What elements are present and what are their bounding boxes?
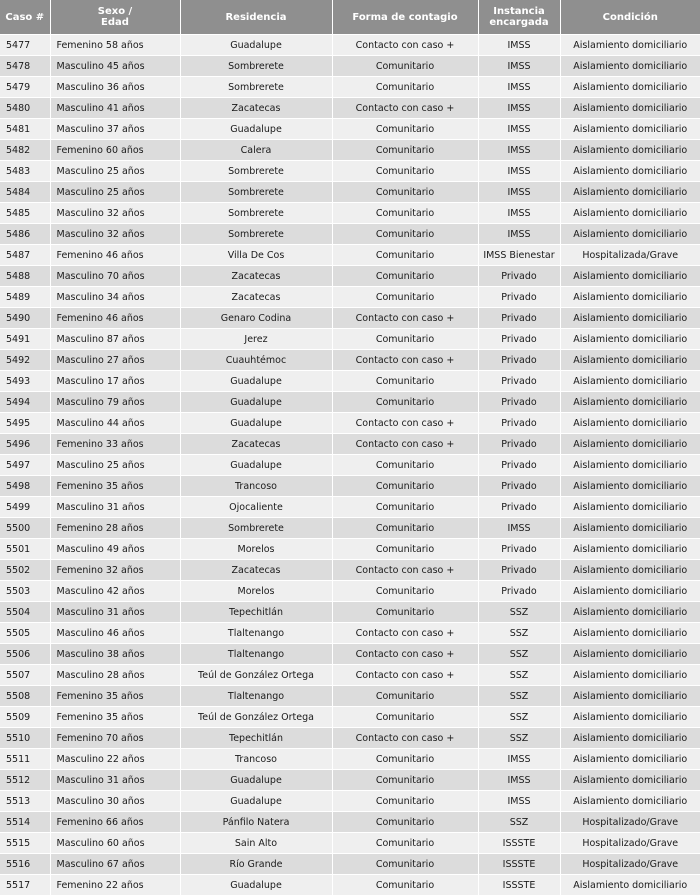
cell-forma-contagio: Comunitario [332, 497, 478, 518]
table-row [0, 833, 700, 854]
cell-condicion: Aislamiento domiciliario [560, 623, 700, 644]
cell-instancia: Privado [478, 371, 560, 392]
cell-residencia: Tlaltenango [180, 686, 332, 707]
cell-residencia: Zacatecas [180, 560, 332, 581]
table-row [0, 875, 700, 896]
cell-residencia: Morelos [180, 581, 332, 602]
cell-instancia: SSZ [478, 707, 560, 728]
cell-instancia: Privado [478, 497, 560, 518]
cell-sexo-edad: Masculino 17 años [50, 371, 180, 392]
cell-caso: 5502 [0, 560, 50, 581]
header-instancia [478, 0, 560, 35]
cell-sexo-edad: Femenino 35 años [50, 686, 180, 707]
table-row [0, 119, 700, 140]
cell-caso: 5481 [0, 119, 50, 140]
cell-forma-contagio: Comunitario [332, 833, 478, 854]
cell-instancia: IMSS [478, 518, 560, 539]
cell-sexo-edad: Masculino 37 años [50, 119, 180, 140]
cell-sexo-edad: Masculino 44 años [50, 413, 180, 434]
cell-instancia: IMSS [478, 203, 560, 224]
cell-forma-contagio: Comunitario [332, 707, 478, 728]
cell-sexo-edad: Masculino 79 años [50, 392, 180, 413]
cell-condicion: Aislamiento domiciliario [560, 77, 700, 98]
cell-caso: 5483 [0, 161, 50, 182]
cell-instancia: Privado [478, 266, 560, 287]
cell-sexo-edad: Masculino 36 años [50, 77, 180, 98]
cell-forma-contagio: Contacto con caso + [332, 434, 478, 455]
cell-condicion: Hospitalizada/Grave [560, 245, 700, 266]
cell-condicion: Aislamiento domiciliario [560, 266, 700, 287]
cell-sexo-edad: Masculino 25 años [50, 455, 180, 476]
cell-residencia: Teúl de González Ortega [180, 665, 332, 686]
cell-caso: 5487 [0, 245, 50, 266]
cell-residencia: Guadalupe [180, 413, 332, 434]
cell-forma-contagio: Comunitario [332, 266, 478, 287]
table-row [0, 686, 700, 707]
cell-residencia: Teúl de González Ortega [180, 707, 332, 728]
cell-condicion: Hospitalizado/Grave [560, 833, 700, 854]
table-row [0, 644, 700, 665]
cell-sexo-edad: Femenino 70 años [50, 728, 180, 749]
table-row [0, 56, 700, 77]
header-residencia: Residencia [180, 0, 332, 35]
table-body [0, 35, 700, 896]
table-row [0, 140, 700, 161]
cell-sexo-edad: Femenino 66 años [50, 812, 180, 833]
table-row [0, 770, 700, 791]
cell-caso: 5517 [0, 875, 50, 896]
cell-residencia: Río Grande [180, 854, 332, 875]
cell-instancia: IMSS Bienestar [478, 245, 560, 266]
cell-residencia: Jerez [180, 329, 332, 350]
cell-caso: 5488 [0, 266, 50, 287]
cell-forma-contagio: Comunitario [332, 161, 478, 182]
cell-condicion: Aislamiento domiciliario [560, 35, 700, 56]
cell-caso: 5516 [0, 854, 50, 875]
table-row [0, 749, 700, 770]
cell-sexo-edad: Femenino 35 años [50, 707, 180, 728]
cell-sexo-edad: Masculino 41 años [50, 98, 180, 119]
cell-sexo-edad: Masculino 32 años [50, 224, 180, 245]
cell-residencia: Trancoso [180, 749, 332, 770]
cell-instancia: SSZ [478, 644, 560, 665]
header-forma-contagio: Forma de contagio [332, 0, 478, 35]
table-row [0, 854, 700, 875]
cell-condicion: Aislamiento domiciliario [560, 602, 700, 623]
cell-condicion: Aislamiento domiciliario [560, 875, 700, 896]
cell-caso: 5497 [0, 455, 50, 476]
cell-forma-contagio: Comunitario [332, 791, 478, 812]
cell-instancia: IMSS [478, 140, 560, 161]
cell-condicion: Aislamiento domiciliario [560, 518, 700, 539]
cell-forma-contagio: Comunitario [332, 476, 478, 497]
cell-condicion: Hospitalizado/Grave [560, 854, 700, 875]
cell-residencia: Guadalupe [180, 875, 332, 896]
cell-sexo-edad: Masculino 70 años [50, 266, 180, 287]
cell-condicion: Aislamiento domiciliario [560, 770, 700, 791]
cell-condicion: Aislamiento domiciliario [560, 350, 700, 371]
cell-condicion: Aislamiento domiciliario [560, 56, 700, 77]
cell-condicion: Aislamiento domiciliario [560, 707, 700, 728]
cell-sexo-edad: Femenino 35 años [50, 476, 180, 497]
cell-residencia: Cuauhtémoc [180, 350, 332, 371]
cell-caso: 5507 [0, 665, 50, 686]
cell-instancia: IMSS [478, 56, 560, 77]
cell-caso: 5496 [0, 434, 50, 455]
cell-residencia: Genaro Codina [180, 308, 332, 329]
cell-condicion: Aislamiento domiciliario [560, 665, 700, 686]
cell-condicion: Aislamiento domiciliario [560, 329, 700, 350]
cell-sexo-edad: Femenino 60 años [50, 140, 180, 161]
table-row [0, 434, 700, 455]
cell-sexo-edad: Masculino 28 años [50, 665, 180, 686]
cell-instancia: IMSS [478, 791, 560, 812]
cell-forma-contagio: Comunitario [332, 329, 478, 350]
cell-residencia: Guadalupe [180, 371, 332, 392]
cell-forma-contagio: Comunitario [332, 539, 478, 560]
cell-sexo-edad: Masculino 32 años [50, 203, 180, 224]
table-row [0, 602, 700, 623]
cell-residencia: Guadalupe [180, 791, 332, 812]
cell-forma-contagio: Comunitario [332, 371, 478, 392]
cell-instancia: Privado [478, 581, 560, 602]
cell-instancia: SSZ [478, 665, 560, 686]
cell-caso: 5482 [0, 140, 50, 161]
cell-caso: 5510 [0, 728, 50, 749]
cell-forma-contagio: Comunitario [332, 119, 478, 140]
table-row [0, 413, 700, 434]
cell-sexo-edad: Femenino 22 años [50, 875, 180, 896]
cell-condicion: Aislamiento domiciliario [560, 497, 700, 518]
cell-residencia: Zacatecas [180, 266, 332, 287]
cell-sexo-edad: Masculino 34 años [50, 287, 180, 308]
table-row [0, 266, 700, 287]
cell-instancia: Privado [478, 560, 560, 581]
cell-sexo-edad: Masculino 60 años [50, 833, 180, 854]
cell-caso: 5512 [0, 770, 50, 791]
cell-residencia: Sombrerete [180, 518, 332, 539]
cell-forma-contagio: Contacto con caso + [332, 665, 478, 686]
cell-instancia: Privado [478, 392, 560, 413]
cell-forma-contagio: Comunitario [332, 686, 478, 707]
cell-residencia: Guadalupe [180, 392, 332, 413]
header-instancia-label: Instancia encargada [489, 6, 549, 28]
cell-condicion: Aislamiento domiciliario [560, 728, 700, 749]
cell-instancia: IMSS [478, 749, 560, 770]
table-row [0, 791, 700, 812]
cell-caso: 5490 [0, 308, 50, 329]
cell-sexo-edad: Masculino 31 años [50, 602, 180, 623]
cell-sexo-edad: Femenino 46 años [50, 245, 180, 266]
cell-residencia: Ojocaliente [180, 497, 332, 518]
cell-caso: 5477 [0, 35, 50, 56]
cell-condicion: Aislamiento domiciliario [560, 392, 700, 413]
cell-instancia: Privado [478, 539, 560, 560]
cell-condicion: Aislamiento domiciliario [560, 686, 700, 707]
cell-forma-contagio: Comunitario [332, 602, 478, 623]
cell-condicion: Aislamiento domiciliario [560, 308, 700, 329]
cell-caso: 5506 [0, 644, 50, 665]
cell-condicion: Aislamiento domiciliario [560, 644, 700, 665]
table-row [0, 581, 700, 602]
cell-instancia: SSZ [478, 623, 560, 644]
cell-sexo-edad: Masculino 87 años [50, 329, 180, 350]
cell-caso: 5499 [0, 497, 50, 518]
table-row [0, 371, 700, 392]
cell-instancia: IMSS [478, 161, 560, 182]
cell-sexo-edad: Masculino 31 años [50, 770, 180, 791]
cell-forma-contagio: Comunitario [332, 518, 478, 539]
cell-instancia: Privado [478, 350, 560, 371]
cell-caso: 5492 [0, 350, 50, 371]
cell-condicion: Aislamiento domiciliario [560, 455, 700, 476]
cell-condicion: Aislamiento domiciliario [560, 539, 700, 560]
cell-forma-contagio: Contacto con caso + [332, 98, 478, 119]
table-row [0, 182, 700, 203]
cell-instancia: ISSSTE [478, 854, 560, 875]
cell-residencia: Zacatecas [180, 434, 332, 455]
header-sexo-edad [50, 0, 180, 35]
cell-caso: 5508 [0, 686, 50, 707]
header-condicion: Condición [560, 0, 700, 35]
cell-forma-contagio: Contacto con caso + [332, 623, 478, 644]
cell-forma-contagio: Comunitario [332, 203, 478, 224]
cell-instancia: Privado [478, 308, 560, 329]
cell-instancia: Privado [478, 434, 560, 455]
table-row [0, 35, 700, 56]
cell-sexo-edad: Masculino 31 años [50, 497, 180, 518]
table-row [0, 476, 700, 497]
table-row [0, 350, 700, 371]
cell-residencia: Sombrerete [180, 56, 332, 77]
cell-instancia: SSZ [478, 686, 560, 707]
cell-instancia: IMSS [478, 77, 560, 98]
cell-forma-contagio: Comunitario [332, 854, 478, 875]
cell-forma-contagio: Contacto con caso + [332, 644, 478, 665]
table-row [0, 308, 700, 329]
cell-instancia: Privado [478, 287, 560, 308]
table-row [0, 623, 700, 644]
cell-sexo-edad: Femenino 28 años [50, 518, 180, 539]
cell-caso: 5501 [0, 539, 50, 560]
cell-forma-contagio: Comunitario [332, 140, 478, 161]
table-row [0, 812, 700, 833]
cell-sexo-edad: Masculino 38 años [50, 644, 180, 665]
cell-instancia: SSZ [478, 602, 560, 623]
cell-caso: 5515 [0, 833, 50, 854]
cell-sexo-edad: Femenino 32 años [50, 560, 180, 581]
cell-condicion: Hospitalizado/Grave [560, 812, 700, 833]
header-caso: Caso # [0, 0, 50, 35]
cell-sexo-edad: Masculino 22 años [50, 749, 180, 770]
cell-condicion: Aislamiento domiciliario [560, 119, 700, 140]
cell-forma-contagio: Comunitario [332, 392, 478, 413]
cell-caso: 5500 [0, 518, 50, 539]
cell-instancia: IMSS [478, 98, 560, 119]
cell-sexo-edad: Femenino 46 años [50, 308, 180, 329]
cell-condicion: Aislamiento domiciliario [560, 371, 700, 392]
header-row [0, 0, 700, 35]
cell-condicion: Aislamiento domiciliario [560, 182, 700, 203]
cell-caso: 5509 [0, 707, 50, 728]
cell-caso: 5505 [0, 623, 50, 644]
cell-residencia: Guadalupe [180, 35, 332, 56]
cell-caso: 5484 [0, 182, 50, 203]
cell-residencia: Sombrerete [180, 161, 332, 182]
cell-instancia: SSZ [478, 728, 560, 749]
cell-residencia: Guadalupe [180, 119, 332, 140]
table-row [0, 497, 700, 518]
cell-forma-contagio: Comunitario [332, 875, 478, 896]
cell-residencia: Guadalupe [180, 770, 332, 791]
cell-condicion: Aislamiento domiciliario [560, 434, 700, 455]
cell-caso: 5513 [0, 791, 50, 812]
cell-condicion: Aislamiento domiciliario [560, 98, 700, 119]
cell-forma-contagio: Comunitario [332, 245, 478, 266]
cell-forma-contagio: Contacto con caso + [332, 350, 478, 371]
cell-caso: 5504 [0, 602, 50, 623]
table-row [0, 665, 700, 686]
cell-sexo-edad: Femenino 33 años [50, 434, 180, 455]
cell-sexo-edad: Masculino 45 años [50, 56, 180, 77]
cell-condicion: Aislamiento domiciliario [560, 161, 700, 182]
cell-caso: 5486 [0, 224, 50, 245]
cell-forma-contagio: Comunitario [332, 581, 478, 602]
cell-residencia: Sombrerete [180, 224, 332, 245]
header-sexo-edad-label: Sexo / Edad [97, 6, 133, 28]
cell-forma-contagio: Comunitario [332, 287, 478, 308]
cell-instancia: Privado [478, 455, 560, 476]
cell-forma-contagio: Contacto con caso + [332, 413, 478, 434]
table-row [0, 329, 700, 350]
cell-instancia: IMSS [478, 224, 560, 245]
cell-residencia: Tepechitlán [180, 602, 332, 623]
cell-instancia: Privado [478, 413, 560, 434]
cell-residencia: Morelos [180, 539, 332, 560]
cell-residencia: Zacatecas [180, 98, 332, 119]
cell-condicion: Aislamiento domiciliario [560, 413, 700, 434]
cell-instancia: ISSSTE [478, 875, 560, 896]
cell-instancia: IMSS [478, 35, 560, 56]
cell-forma-contagio: Comunitario [332, 749, 478, 770]
cell-condicion: Aislamiento domiciliario [560, 224, 700, 245]
cell-forma-contagio: Comunitario [332, 224, 478, 245]
cell-condicion: Aislamiento domiciliario [560, 581, 700, 602]
cell-residencia: Sombrerete [180, 77, 332, 98]
cell-caso: 5491 [0, 329, 50, 350]
cell-residencia: Pánfilo Natera [180, 812, 332, 833]
cell-residencia: Calera [180, 140, 332, 161]
cell-condicion: Aislamiento domiciliario [560, 791, 700, 812]
cell-sexo-edad: Masculino 25 años [50, 182, 180, 203]
cell-condicion: Aislamiento domiciliario [560, 140, 700, 161]
cell-sexo-edad: Femenino 58 años [50, 35, 180, 56]
cell-instancia: ISSSTE [478, 833, 560, 854]
cell-sexo-edad: Masculino 49 años [50, 539, 180, 560]
cell-caso: 5480 [0, 98, 50, 119]
cell-caso: 5489 [0, 287, 50, 308]
cell-residencia: Sombrerete [180, 203, 332, 224]
cell-sexo-edad: Masculino 30 años [50, 791, 180, 812]
cell-residencia: Sain Alto [180, 833, 332, 854]
table-row [0, 203, 700, 224]
cell-instancia: IMSS [478, 119, 560, 140]
cell-caso: 5479 [0, 77, 50, 98]
table-row [0, 98, 700, 119]
cell-forma-contagio: Comunitario [332, 77, 478, 98]
cell-residencia: Zacatecas [180, 287, 332, 308]
table-row [0, 224, 700, 245]
cell-caso: 5503 [0, 581, 50, 602]
table-row [0, 245, 700, 266]
cell-sexo-edad: Masculino 46 años [50, 623, 180, 644]
cell-caso: 5493 [0, 371, 50, 392]
cell-forma-contagio: Contacto con caso + [332, 560, 478, 581]
cell-residencia: Tlaltenango [180, 644, 332, 665]
cell-residencia: Villa De Cos [180, 245, 332, 266]
cell-instancia: IMSS [478, 770, 560, 791]
cell-caso: 5498 [0, 476, 50, 497]
table-header [0, 0, 700, 35]
table-row [0, 518, 700, 539]
cell-caso: 5494 [0, 392, 50, 413]
cell-caso: 5478 [0, 56, 50, 77]
cell-forma-contagio: Comunitario [332, 770, 478, 791]
cell-condicion: Aislamiento domiciliario [560, 203, 700, 224]
cell-caso: 5511 [0, 749, 50, 770]
cell-instancia: Privado [478, 476, 560, 497]
table-row [0, 77, 700, 98]
cell-caso: 5495 [0, 413, 50, 434]
cell-instancia: Privado [478, 329, 560, 350]
cell-forma-contagio: Contacto con caso + [332, 35, 478, 56]
cell-condicion: Aislamiento domiciliario [560, 749, 700, 770]
cell-forma-contagio: Comunitario [332, 455, 478, 476]
cell-instancia: IMSS [478, 182, 560, 203]
table-row [0, 455, 700, 476]
cell-sexo-edad: Masculino 27 años [50, 350, 180, 371]
cell-forma-contagio: Contacto con caso + [332, 308, 478, 329]
table-row [0, 560, 700, 581]
cell-residencia: Trancoso [180, 476, 332, 497]
cell-forma-contagio: Comunitario [332, 56, 478, 77]
cell-condicion: Aislamiento domiciliario [560, 476, 700, 497]
table-row [0, 161, 700, 182]
cell-residencia: Tlaltenango [180, 623, 332, 644]
cell-forma-contagio: Comunitario [332, 812, 478, 833]
cell-residencia: Guadalupe [180, 455, 332, 476]
table-row [0, 728, 700, 749]
cell-sexo-edad: Masculino 25 años [50, 161, 180, 182]
table-row [0, 707, 700, 728]
cell-condicion: Aislamiento domiciliario [560, 560, 700, 581]
cell-forma-contagio: Contacto con caso + [332, 728, 478, 749]
cell-caso: 5485 [0, 203, 50, 224]
cell-instancia: SSZ [478, 812, 560, 833]
cell-residencia: Sombrerete [180, 182, 332, 203]
table-row [0, 392, 700, 413]
table-row [0, 539, 700, 560]
cell-sexo-edad: Masculino 67 años [50, 854, 180, 875]
cell-condicion: Aislamiento domiciliario [560, 287, 700, 308]
cell-residencia: Tepechitlán [180, 728, 332, 749]
cell-sexo-edad: Masculino 42 años [50, 581, 180, 602]
cell-forma-contagio: Comunitario [332, 182, 478, 203]
table-row [0, 287, 700, 308]
cell-caso: 5514 [0, 812, 50, 833]
